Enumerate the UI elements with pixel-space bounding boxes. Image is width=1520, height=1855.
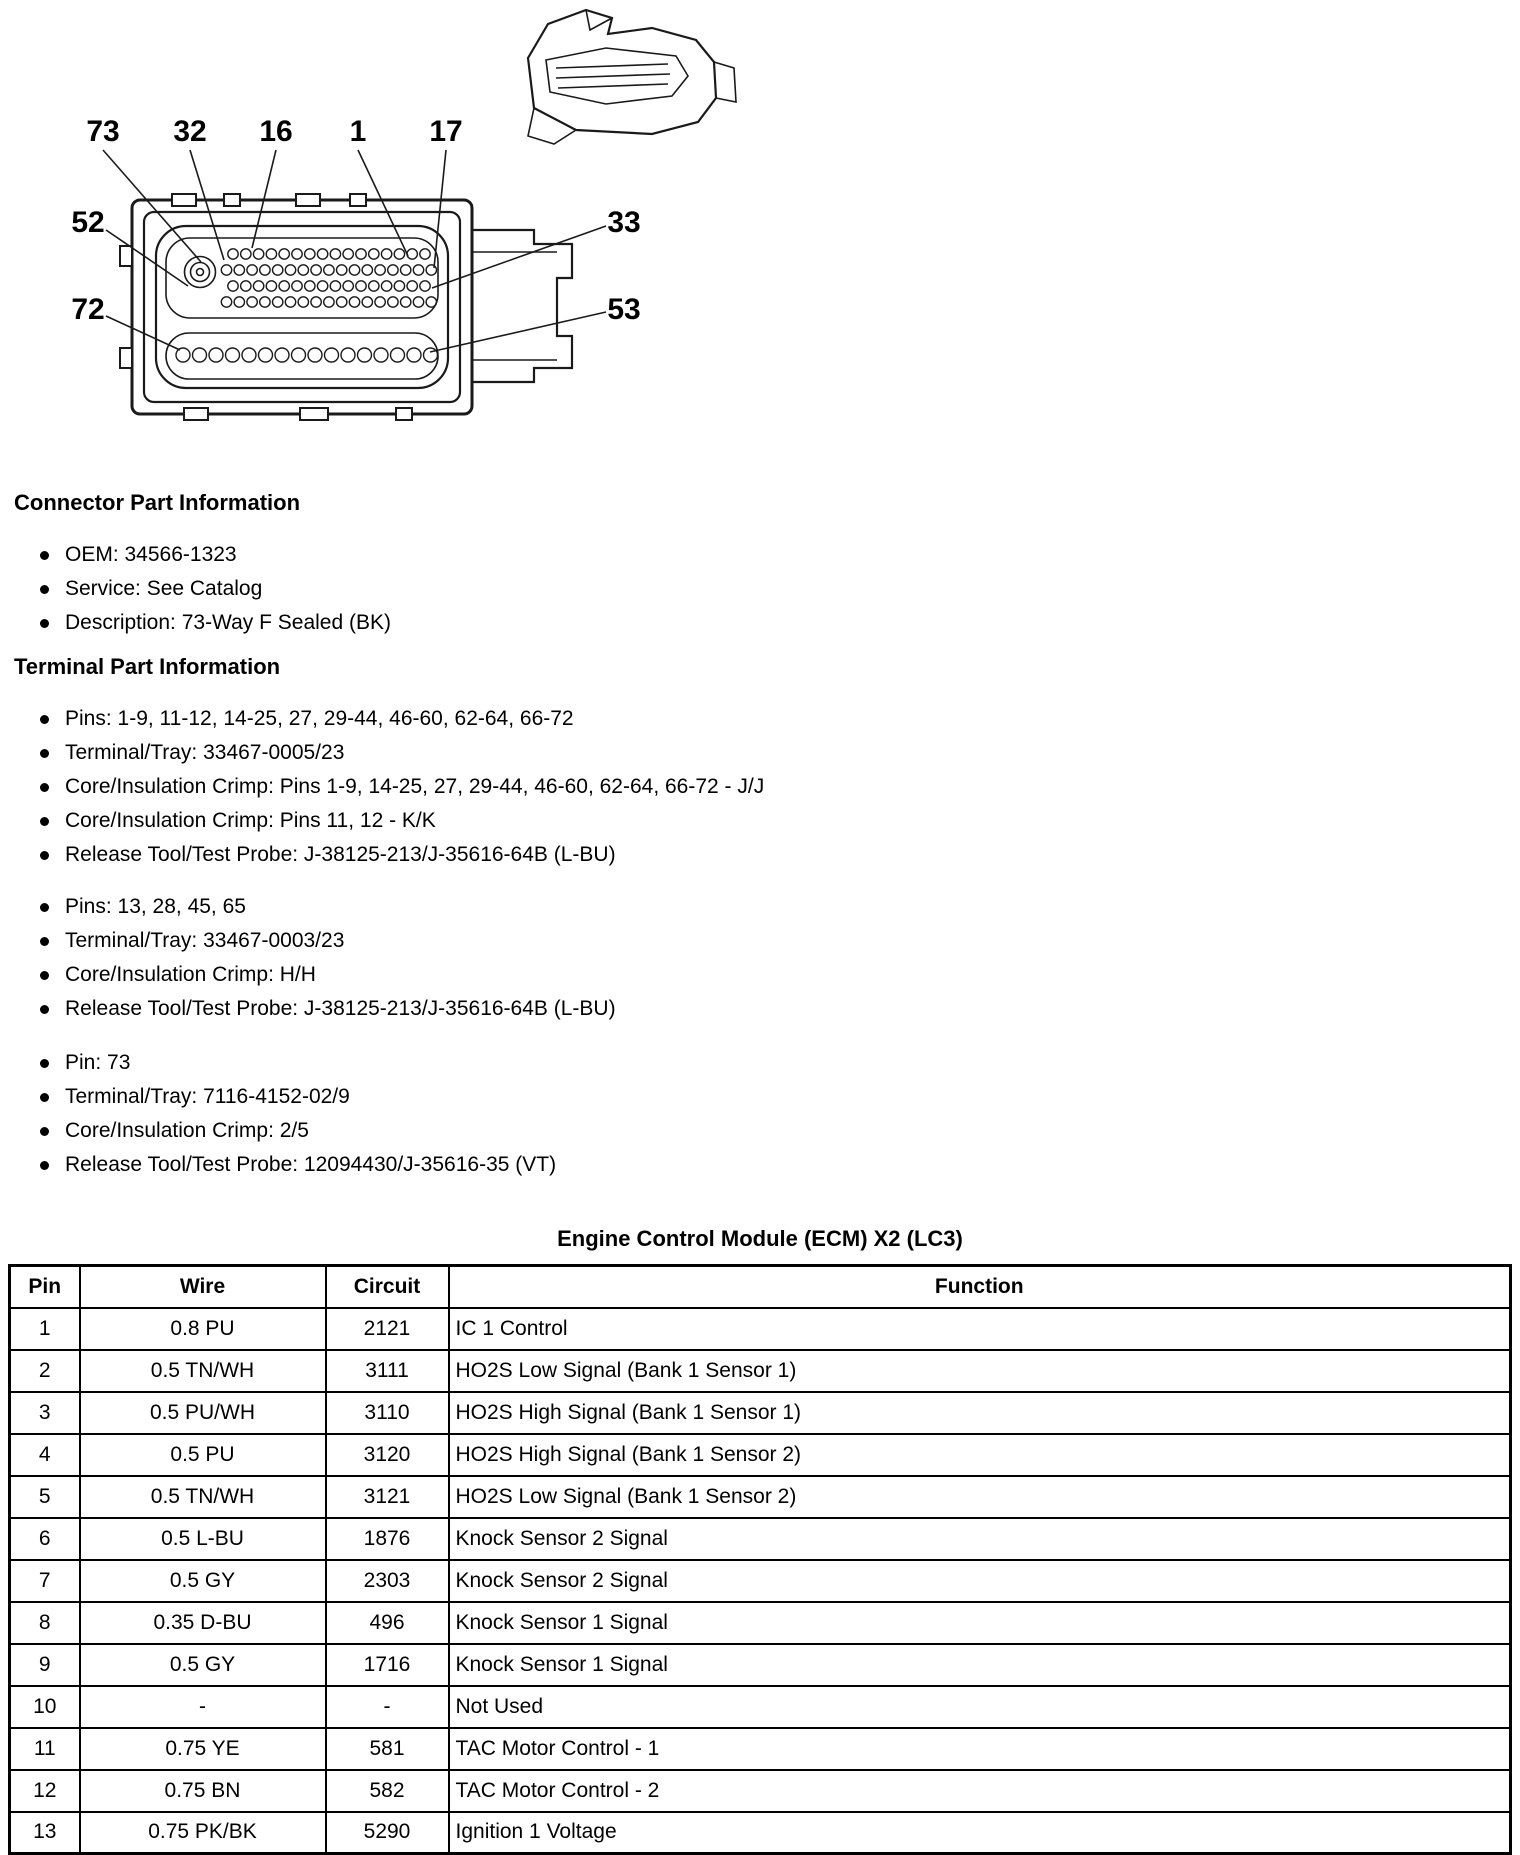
list-item-text: Pins: 1-9, 11-12, 14-25, 27, 29-44, 46-60, 62-64, 66-72 [65, 707, 574, 730]
cell-pin: 7 [10, 1560, 80, 1602]
cell-wire: 0.5 GY [80, 1560, 326, 1602]
list-item [40, 770, 1506, 804]
edge-tab [350, 194, 366, 206]
cell-circuit: 582 [326, 1770, 449, 1812]
callout-52: 52 [71, 206, 105, 239]
cell-circuit: 496 [326, 1602, 449, 1644]
edge-tab [120, 348, 132, 368]
cell-wire: 0.5 PU/WH [80, 1392, 326, 1434]
bullet-icon [40, 971, 49, 980]
list-item [40, 890, 1506, 924]
leader-line [106, 230, 188, 286]
cell-function: Ignition 1 Voltage [449, 1812, 1511, 1854]
table-row [10, 1392, 1511, 1434]
edge-tab [172, 194, 196, 206]
edge-tab [184, 408, 208, 420]
connector-part-info-list [14, 538, 1506, 640]
callout-53: 53 [607, 293, 641, 326]
callout-73: 73 [86, 115, 120, 148]
bullet-icon [40, 851, 49, 860]
cell-function: TAC Motor Control - 1 [449, 1728, 1511, 1770]
table-row [10, 1476, 1511, 1518]
cell-wire: 0.35 D-BU [80, 1602, 326, 1644]
list-item [40, 606, 1506, 640]
cell-function: HO2S High Signal (Bank 1 Sensor 1) [449, 1392, 1511, 1434]
cell-wire: 0.5 L-BU [80, 1518, 326, 1560]
list-item-text: Terminal/Tray: 7116-4152-02/9 [65, 1085, 350, 1108]
edge-tab [300, 408, 328, 420]
table-row [10, 1686, 1511, 1728]
cell-circuit: 3120 [326, 1434, 449, 1476]
cell-circuit: 581 [326, 1728, 449, 1770]
bullet-icon [40, 903, 49, 912]
cell-wire: 0.5 PU [80, 1434, 326, 1476]
bullet-icon [40, 1005, 49, 1014]
cell-circuit: 3111 [326, 1350, 449, 1392]
cell-pin: 5 [10, 1476, 80, 1518]
cell-pin: 10 [10, 1686, 80, 1728]
cell-function: HO2S Low Signal (Bank 1 Sensor 2) [449, 1476, 1511, 1518]
cell-pin: 12 [10, 1770, 80, 1812]
cell-pin: 13 [10, 1812, 80, 1854]
terminal-part-info-heading: Terminal Part Information [14, 654, 281, 679]
cell-wire: 0.5 TN/WH [80, 1350, 326, 1392]
cell-function: HO2S Low Signal (Bank 1 Sensor 1) [449, 1350, 1511, 1392]
connector-front-view [120, 194, 572, 420]
list-item [40, 924, 1506, 958]
bullet-icon [40, 783, 49, 792]
bullet-icon [40, 937, 49, 946]
table-row [10, 1518, 1511, 1560]
cell-circuit: 1716 [326, 1644, 449, 1686]
table-row [10, 1644, 1511, 1686]
pin-grid [176, 249, 438, 362]
connector-diagram-figure [0, 0, 780, 480]
callout-16: 16 [259, 115, 293, 148]
leader-line [432, 226, 606, 288]
table-row [10, 1560, 1511, 1602]
list-item-text: Core/Insulation Crimp: Pins 1-9, 14-25, 27, 29-44, 46-60, 62-64, 66-72 - J/J [65, 775, 765, 798]
callout-33: 33 [607, 206, 641, 239]
cell-function: Knock Sensor 2 Signal [449, 1560, 1511, 1602]
list-item-text: Release Tool/Test Probe: 12094430/J-35616-35 (VT) [65, 1153, 557, 1176]
leader-line [434, 150, 446, 268]
header-wire: Wire [80, 1266, 326, 1308]
bullet-icon [40, 551, 49, 560]
leader-line [430, 312, 606, 352]
table-row [10, 1728, 1511, 1770]
list-item-text: Core/Insulation Crimp: 2/5 [65, 1119, 309, 1142]
callout-32: 32 [173, 115, 207, 148]
list-item-text: Pins: 13, 28, 45, 65 [65, 895, 246, 918]
list-item [40, 992, 1506, 1026]
edge-tab [396, 408, 412, 420]
connector-part-info-heading: Connector Part Information [14, 490, 301, 515]
bullet-icon [40, 1059, 49, 1068]
list-item-text: Service: See Catalog [65, 577, 263, 600]
cell-pin: 2 [10, 1350, 80, 1392]
cell-wire: - [80, 1686, 326, 1728]
cell-circuit: 1876 [326, 1518, 449, 1560]
part-information-section [14, 490, 1506, 1182]
cell-circuit: 5290 [326, 1812, 449, 1854]
cell-function: Not Used [449, 1686, 1511, 1728]
table-title: Engine Control Module (ECM) X2 (LC3) [557, 1226, 963, 1251]
list-item [40, 1080, 1506, 1114]
list-item-text: Description: 73-Way F Sealed (BK) [65, 611, 392, 634]
cell-pin: 9 [10, 1644, 80, 1686]
table-row [10, 1350, 1511, 1392]
cell-pin: 1 [10, 1308, 80, 1350]
cell-circuit: 3121 [326, 1476, 449, 1518]
cell-function: Knock Sensor 1 Signal [449, 1644, 1511, 1686]
list-item [40, 1148, 1506, 1182]
bullet-icon [40, 619, 49, 628]
cell-function: Knock Sensor 2 Signal [449, 1518, 1511, 1560]
bullet-icon [40, 1093, 49, 1102]
edge-tab [120, 246, 132, 266]
header-pin: Pin [10, 1266, 80, 1308]
leader-lines [103, 150, 606, 352]
cell-function: Knock Sensor 1 Signal [449, 1602, 1511, 1644]
cell-wire: 0.5 TN/WH [80, 1476, 326, 1518]
cell-function: HO2S High Signal (Bank 1 Sensor 2) [449, 1434, 1511, 1476]
cell-circuit: 2303 [326, 1560, 449, 1602]
callout-72: 72 [71, 293, 105, 326]
cell-function: IC 1 Control [449, 1308, 1511, 1350]
table-row [10, 1308, 1511, 1350]
list-item-text: Terminal/Tray: 33467-0005/23 [65, 741, 345, 764]
list-item-text: Release Tool/Test Probe: J-38125-213/J-35616-64B (L-BU) [65, 843, 616, 866]
terminal-info-group-2 [14, 890, 1506, 1026]
cell-wire: 0.8 PU [80, 1308, 326, 1350]
cell-wire: 0.75 YE [80, 1728, 326, 1770]
table-row [10, 1434, 1511, 1476]
list-item [40, 572, 1506, 606]
cell-wire: 0.75 PK/BK [80, 1812, 326, 1854]
cell-pin: 8 [10, 1602, 80, 1644]
list-item [40, 702, 1506, 736]
list-item-text: Pin: 73 [65, 1051, 131, 1074]
cell-wire: 0.5 GY [80, 1644, 326, 1686]
terminal-info-group-1 [14, 702, 1506, 872]
connector-side-profile [472, 230, 572, 382]
cell-function: TAC Motor Control - 2 [449, 1770, 1511, 1812]
cell-pin: 6 [10, 1518, 80, 1560]
terminal-info-group-3 [14, 1046, 1506, 1182]
list-item [40, 736, 1506, 770]
edge-tab [224, 194, 240, 206]
edge-tab [296, 194, 320, 206]
list-item-text: OEM: 34566-1323 [65, 543, 237, 566]
list-item-text: Core/Insulation Crimp: Pins 11, 12 - K/K [65, 809, 436, 832]
table-header-row [10, 1266, 1511, 1308]
cell-circuit: - [326, 1686, 449, 1728]
list-item [40, 804, 1506, 838]
bullet-icon [40, 1161, 49, 1170]
list-item [40, 958, 1506, 992]
callout-17: 17 [429, 115, 463, 148]
list-item-text: Terminal/Tray: 33467-0003/23 [65, 929, 345, 952]
header-circuit: Circuit [326, 1266, 449, 1308]
cell-pin: 11 [10, 1728, 80, 1770]
cell-circuit: 2121 [326, 1308, 449, 1350]
connector-3d-view [528, 10, 736, 144]
bullet-icon [40, 1127, 49, 1136]
cell-wire: 0.75 BN [80, 1770, 326, 1812]
pinout-table-section [8, 1226, 1512, 1855]
list-item [40, 1046, 1506, 1080]
bullet-icon [40, 585, 49, 594]
list-item-text: Release Tool/Test Probe: J-38125-213/J-35616-64B (L-BU) [65, 997, 616, 1020]
bullet-icon [40, 715, 49, 724]
table-row [10, 1812, 1511, 1854]
cell-pin: 4 [10, 1434, 80, 1476]
cell-circuit: 3110 [326, 1392, 449, 1434]
list-item-text: Core/Insulation Crimp: H/H [65, 963, 316, 986]
table-row [10, 1602, 1511, 1644]
table-row [10, 1770, 1511, 1812]
list-item [40, 538, 1506, 572]
list-item [40, 1114, 1506, 1148]
pin-table [8, 1264, 1512, 1855]
list-item [40, 838, 1506, 872]
header-function: Function [449, 1266, 1511, 1308]
callout-1: 1 [349, 115, 367, 148]
bullet-icon [40, 817, 49, 826]
bullet-icon [40, 749, 49, 758]
cell-pin: 3 [10, 1392, 80, 1434]
